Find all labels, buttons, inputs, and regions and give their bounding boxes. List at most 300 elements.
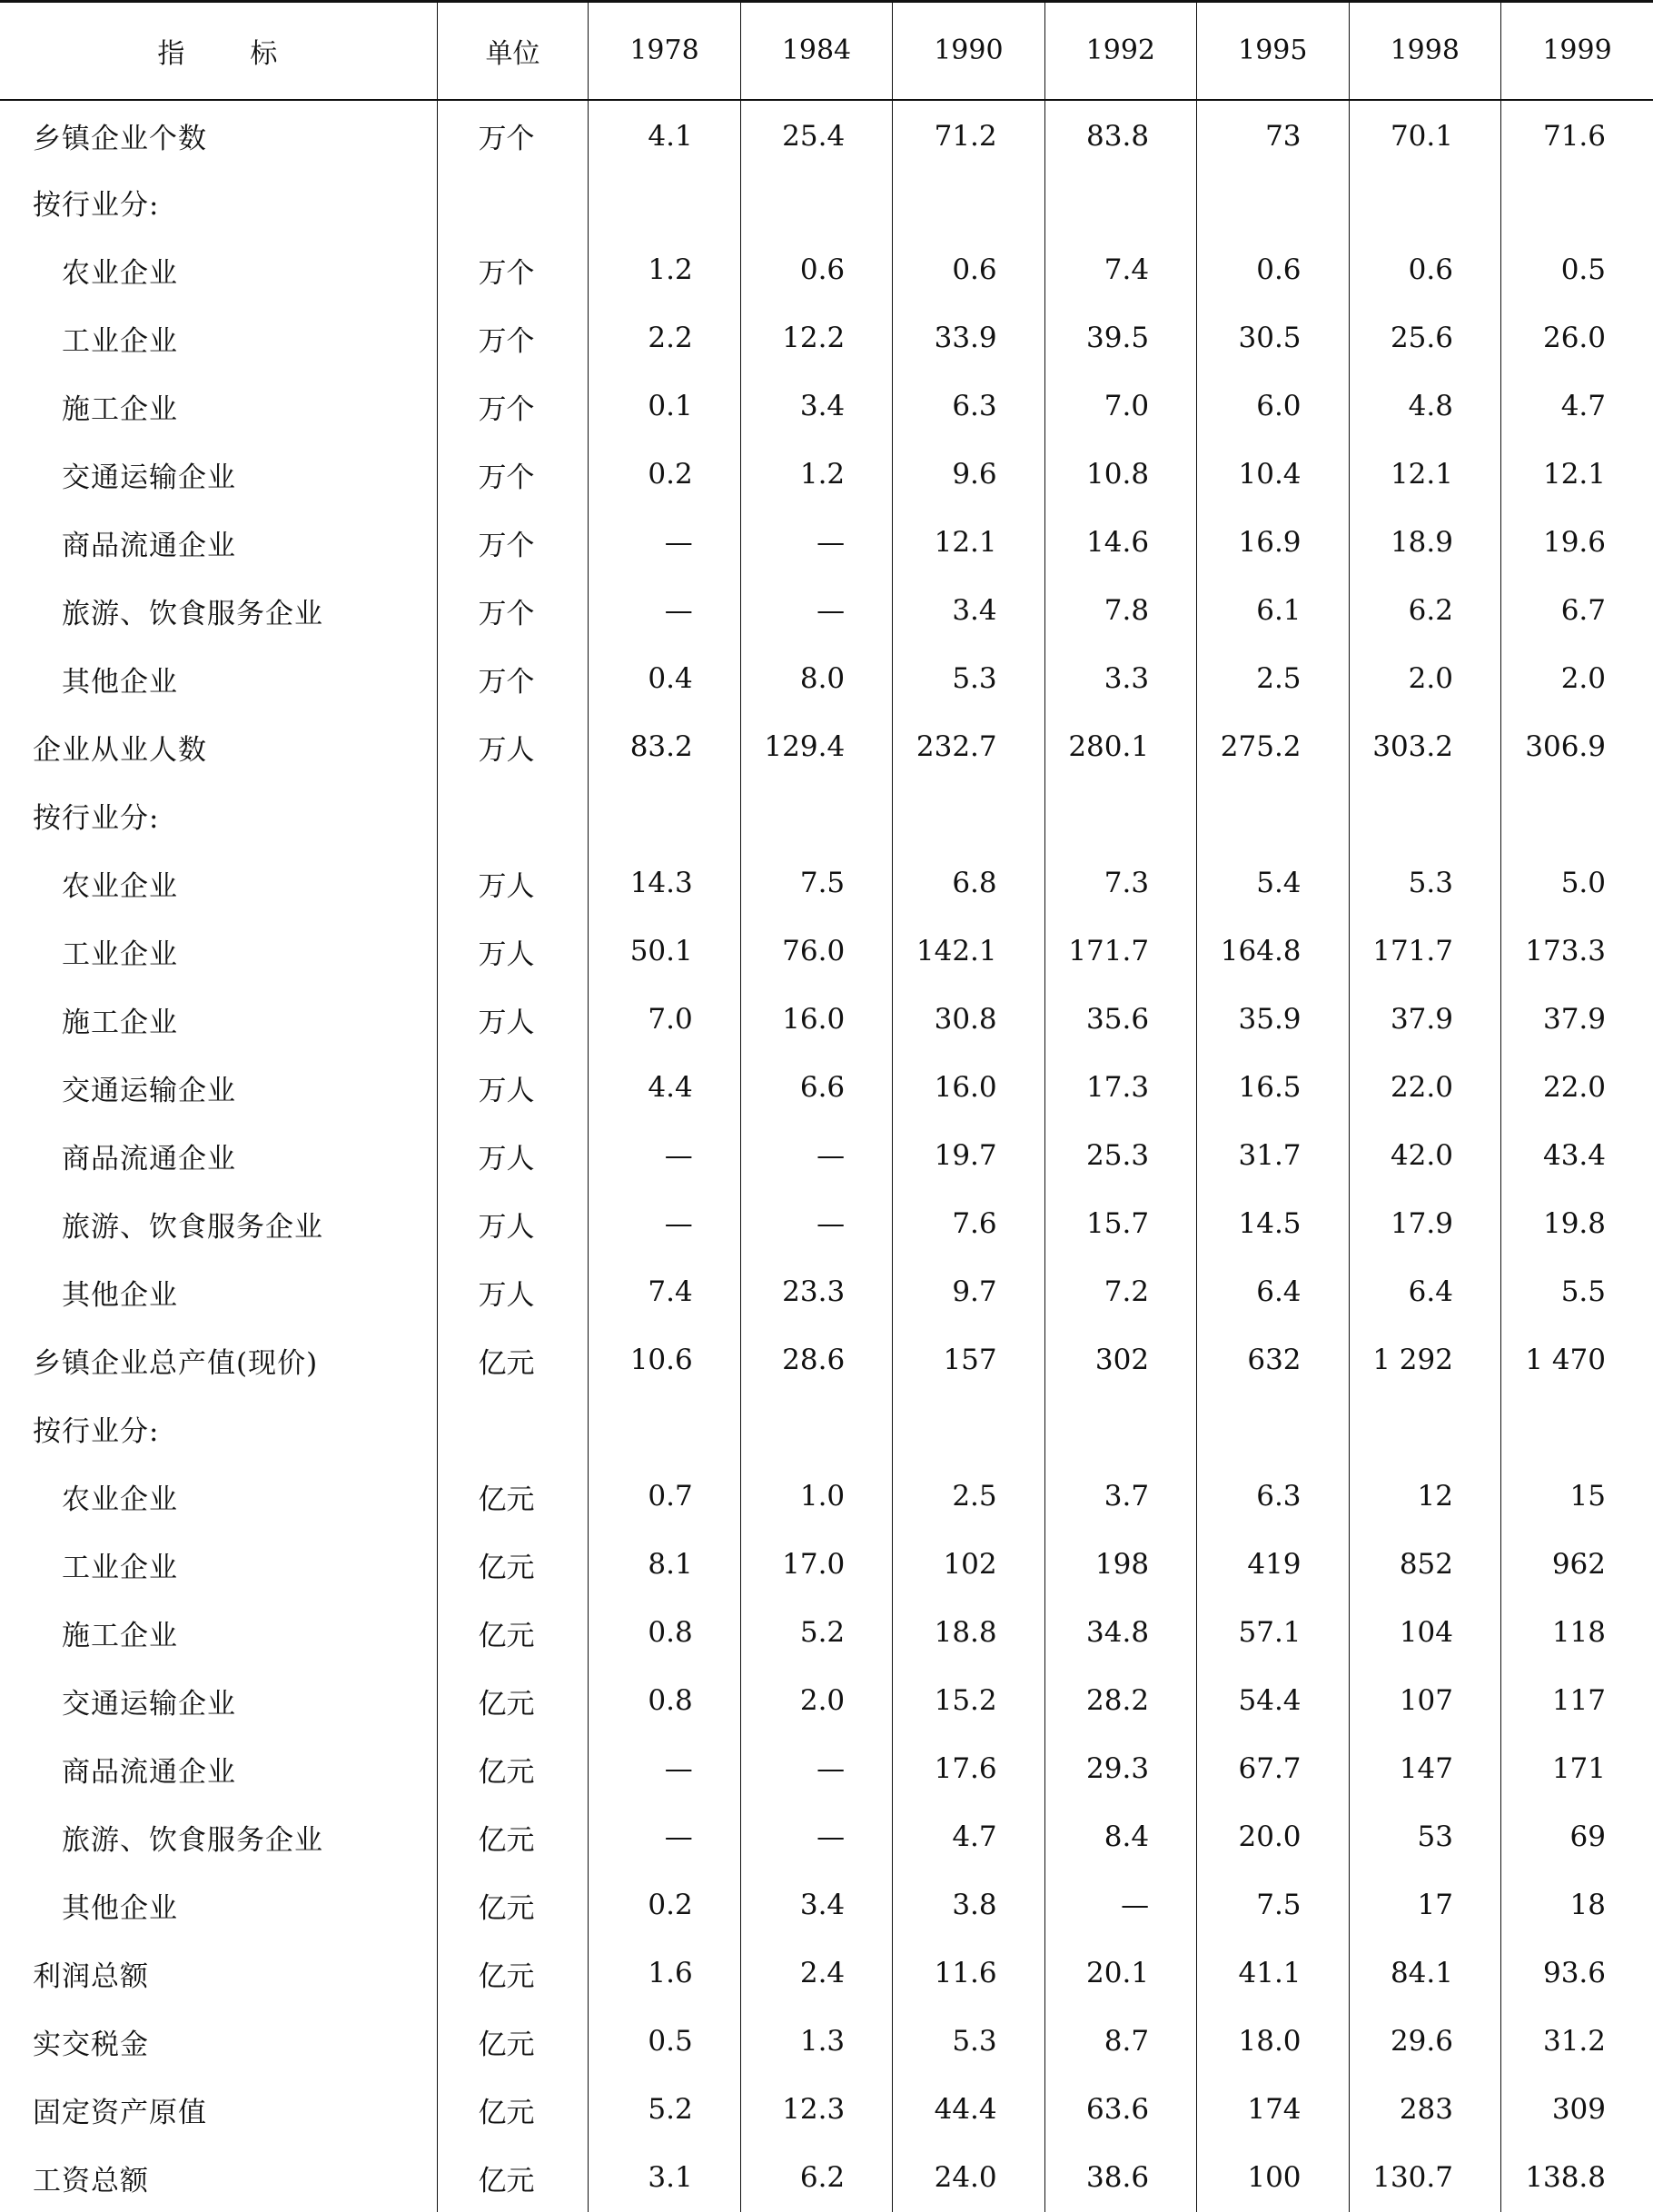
value-cell: 419 (1197, 1531, 1349, 1599)
header-year: 1992 (1044, 2, 1196, 100)
table-row (0, 1599, 1653, 1667)
row-indicator: 按行业分: (33, 188, 160, 222)
table-row (0, 1258, 1653, 1326)
value-cell (1500, 1394, 1653, 1463)
value-cell: 18.8 (893, 1599, 1044, 1667)
value-cell: 7.5 (1197, 1871, 1349, 1939)
value-cell: 23.3 (740, 1258, 892, 1326)
value-cell: 173.3 (1500, 918, 1653, 986)
value-cell: 30.5 (1197, 304, 1349, 372)
value-cell: 18.0 (1197, 2008, 1349, 2076)
value-cell: 1.3 (740, 2008, 892, 2076)
value-cell: 198 (1044, 1531, 1196, 1599)
value-cell (589, 781, 740, 849)
value-cell: 12.3 (740, 2076, 892, 2144)
value-cell: 5.3 (1349, 849, 1500, 918)
value-cell: 31.7 (1197, 1122, 1349, 1190)
value-cell: 5.3 (893, 645, 1044, 713)
header-year: 1995 (1197, 2, 1349, 100)
value-cell: 84.1 (1349, 1939, 1500, 2008)
row-indicator: 旅游、饮食服务企业 (62, 1823, 323, 1857)
value-cell (1500, 781, 1653, 849)
value-cell: 303.2 (1349, 713, 1500, 781)
row-unit: 万人 (437, 713, 588, 781)
value-cell (1197, 168, 1349, 236)
value-cell: — (589, 1803, 740, 1871)
header-row (0, 2, 1653, 100)
row-indicator: 施工企业 (62, 392, 178, 426)
value-cell: 18.9 (1349, 509, 1500, 577)
value-cell: 17.3 (1044, 1054, 1196, 1122)
row-unit: 亿元 (437, 1463, 588, 1531)
value-cell: — (589, 1190, 740, 1258)
value-cell: 14.3 (589, 849, 740, 918)
value-cell: 102 (893, 1531, 1044, 1599)
value-cell: 53 (1349, 1803, 1500, 1871)
value-cell: 3.7 (1044, 1463, 1196, 1531)
value-cell: — (589, 577, 740, 645)
value-cell: 3.4 (893, 577, 1044, 645)
table-row (0, 1735, 1653, 1803)
row-indicator: 商品流通企业 (62, 1142, 236, 1175)
table-row (0, 168, 1653, 236)
value-cell: 171.7 (1349, 918, 1500, 986)
value-cell: 83.2 (589, 713, 740, 781)
value-cell: 42.0 (1349, 1122, 1500, 1190)
value-cell: 1.0 (740, 1463, 892, 1531)
table-row (0, 1871, 1653, 1939)
value-cell: 29.6 (1349, 2008, 1500, 2076)
value-cell: 73 (1197, 100, 1349, 168)
value-cell: 43.4 (1500, 1122, 1653, 1190)
value-cell (740, 781, 892, 849)
value-cell: 7.4 (589, 1258, 740, 1326)
value-cell: 12.1 (1500, 441, 1653, 509)
value-cell: 0.5 (1500, 236, 1653, 304)
value-cell: 16.9 (1197, 509, 1349, 577)
value-cell: 6.0 (1197, 372, 1349, 441)
value-cell: 15.7 (1044, 1190, 1196, 1258)
value-cell: 962 (1500, 1531, 1653, 1599)
value-cell: 30.8 (893, 986, 1044, 1054)
row-indicator: 其他企业 (62, 1891, 178, 1925)
value-cell (1349, 168, 1500, 236)
value-cell: 164.8 (1197, 918, 1349, 986)
value-cell: 306.9 (1500, 713, 1653, 781)
value-cell: 2.2 (589, 304, 740, 372)
value-cell: 17.6 (893, 1735, 1044, 1803)
header-year: 1990 (893, 2, 1044, 100)
value-cell: 44.4 (893, 2076, 1044, 2144)
value-cell: 118 (1500, 1599, 1653, 1667)
table-row (0, 986, 1653, 1054)
value-cell: 28.2 (1044, 1667, 1196, 1735)
value-cell: 57.1 (1197, 1599, 1349, 1667)
value-cell (740, 168, 892, 236)
value-cell: 129.4 (740, 713, 892, 781)
table-row (0, 1463, 1653, 1531)
value-cell: 18 (1500, 1871, 1653, 1939)
value-cell: 14.5 (1197, 1190, 1349, 1258)
row-unit: 万人 (437, 1258, 588, 1326)
row-unit: 亿元 (437, 2076, 588, 2144)
header-indicator-part: 指 (157, 37, 187, 70)
value-cell: 76.0 (740, 918, 892, 986)
row-unit: 亿元 (437, 1599, 588, 1667)
value-cell: 19.6 (1500, 509, 1653, 577)
row-unit (437, 781, 588, 849)
row-indicator: 农业企业 (62, 256, 178, 290)
value-cell: 852 (1349, 1531, 1500, 1599)
table-row (0, 1531, 1653, 1599)
value-cell: 171 (1500, 1735, 1653, 1803)
row-indicator: 乡镇企业个数 (33, 123, 207, 155)
value-cell: 8.0 (740, 645, 892, 713)
value-cell: 28.6 (740, 1326, 892, 1394)
row-indicator: 按行业分: (33, 1414, 160, 1448)
header-year: 1999 (1500, 2, 1653, 100)
value-cell: 0.1 (589, 372, 740, 441)
header-year: 1998 (1349, 2, 1500, 100)
value-cell: 37.9 (1500, 986, 1653, 1054)
value-cell: 12 (1349, 1463, 1500, 1531)
table-row (0, 236, 1653, 304)
table-row (0, 1667, 1653, 1735)
row-unit: 亿元 (437, 1871, 588, 1939)
value-cell: 25.3 (1044, 1122, 1196, 1190)
value-cell: 7.0 (589, 986, 740, 1054)
table-row (0, 1190, 1653, 1258)
row-unit: 亿元 (437, 2144, 588, 2212)
table-body (0, 100, 1653, 2212)
row-indicator: 农业企业 (62, 1483, 178, 1516)
value-cell: 6.2 (740, 2144, 892, 2212)
value-cell: 6.3 (893, 372, 1044, 441)
value-cell (740, 1394, 892, 1463)
row-unit: 万个 (437, 577, 588, 645)
value-cell: 15.2 (893, 1667, 1044, 1735)
table-row (0, 1394, 1653, 1463)
row-unit: 万人 (437, 1190, 588, 1258)
value-cell: 4.8 (1349, 372, 1500, 441)
value-cell: 7.0 (1044, 372, 1196, 441)
header-indicator (0, 2, 437, 100)
row-indicator: 工业企业 (62, 324, 178, 358)
row-indicator: 工业企业 (62, 937, 178, 971)
value-cell: 2.4 (740, 1939, 892, 2008)
table-row (0, 1939, 1653, 2008)
value-cell: — (740, 1190, 892, 1258)
value-cell: 138.8 (1500, 2144, 1653, 2212)
value-cell: 6.8 (893, 849, 1044, 918)
value-cell: 19.7 (893, 1122, 1044, 1190)
row-indicator: 实交税金 (33, 2028, 149, 2061)
value-cell: 2.5 (893, 1463, 1044, 1531)
value-cell: — (740, 1122, 892, 1190)
value-cell: 0.2 (589, 1871, 740, 1939)
value-cell: 9.6 (893, 441, 1044, 509)
row-unit: 亿元 (437, 1326, 588, 1394)
value-cell: 280.1 (1044, 713, 1196, 781)
table-row (0, 713, 1653, 781)
value-cell: 142.1 (893, 918, 1044, 986)
value-cell (1349, 781, 1500, 849)
value-cell: — (740, 1735, 892, 1803)
value-cell: 7.6 (893, 1190, 1044, 1258)
row-unit: 亿元 (437, 1735, 588, 1803)
row-indicator: 商品流通企业 (62, 1755, 236, 1789)
value-cell: 1.6 (589, 1939, 740, 2008)
value-cell: 104 (1349, 1599, 1500, 1667)
row-indicator: 旅游、饮食服务企业 (62, 597, 323, 630)
value-cell: 3.1 (589, 2144, 740, 2212)
value-cell: 26.0 (1500, 304, 1653, 372)
value-cell: 6.7 (1500, 577, 1653, 645)
value-cell: 2.0 (740, 1667, 892, 1735)
value-cell: 16.5 (1197, 1054, 1349, 1122)
value-cell: 31.2 (1500, 2008, 1653, 2076)
table-row (0, 781, 1653, 849)
value-cell: 83.8 (1044, 100, 1196, 168)
value-cell: 9.7 (893, 1258, 1044, 1326)
value-cell: 6.4 (1349, 1258, 1500, 1326)
table-row (0, 1054, 1653, 1122)
row-indicator: 其他企业 (62, 665, 178, 699)
row-unit: 亿元 (437, 2008, 588, 2076)
value-cell: 6.4 (1197, 1258, 1349, 1326)
value-cell: 54.4 (1197, 1667, 1349, 1735)
value-cell: 4.7 (1500, 372, 1653, 441)
row-unit: 万人 (437, 1122, 588, 1190)
header-unit: 单位 (437, 2, 588, 100)
value-cell (1044, 781, 1196, 849)
value-cell: 309 (1500, 2076, 1653, 2144)
value-cell: 34.8 (1044, 1599, 1196, 1667)
table-row (0, 304, 1653, 372)
value-cell (893, 1394, 1044, 1463)
value-cell (1044, 168, 1196, 236)
value-cell: 147 (1349, 1735, 1500, 1803)
row-indicator: 施工企业 (62, 1619, 178, 1652)
value-cell: 15 (1500, 1463, 1653, 1531)
row-unit: 亿元 (437, 1531, 588, 1599)
value-cell: 17.9 (1349, 1190, 1500, 1258)
value-cell: 7.3 (1044, 849, 1196, 918)
value-cell (893, 168, 1044, 236)
row-unit: 万人 (437, 849, 588, 918)
value-cell: 38.6 (1044, 2144, 1196, 2212)
value-cell (893, 781, 1044, 849)
value-cell: 171.7 (1044, 918, 1196, 986)
value-cell: 17.0 (740, 1531, 892, 1599)
value-cell: 0.5 (589, 2008, 740, 2076)
row-indicator: 旅游、饮食服务企业 (62, 1210, 323, 1244)
row-indicator: 工资总额 (33, 2164, 149, 2197)
value-cell: — (740, 1803, 892, 1871)
row-indicator: 利润总额 (33, 1959, 149, 1993)
row-unit: 万个 (437, 645, 588, 713)
value-cell: 11.6 (893, 1939, 1044, 2008)
value-cell: 5.0 (1500, 849, 1653, 918)
value-cell: 2.0 (1349, 645, 1500, 713)
value-cell: 7.8 (1044, 577, 1196, 645)
value-cell: — (1044, 1871, 1196, 1939)
value-cell: 16.0 (893, 1054, 1044, 1122)
table-row (0, 918, 1653, 986)
value-cell: 117 (1500, 1667, 1653, 1735)
row-unit (437, 168, 588, 236)
row-indicator: 工业企业 (62, 1551, 178, 1584)
value-cell: 1 292 (1349, 1326, 1500, 1394)
row-indicator: 农业企业 (62, 869, 178, 903)
value-cell (1349, 1394, 1500, 1463)
value-cell: — (589, 1122, 740, 1190)
value-cell: 2.0 (1500, 645, 1653, 713)
value-cell: 174 (1197, 2076, 1349, 2144)
value-cell: 8.1 (589, 1531, 740, 1599)
value-cell: 63.6 (1044, 2076, 1196, 2144)
value-cell: 632 (1197, 1326, 1349, 1394)
value-cell: 69 (1500, 1803, 1653, 1871)
value-cell: 10.8 (1044, 441, 1196, 509)
value-cell: 2.5 (1197, 645, 1349, 713)
value-cell: 50.1 (589, 918, 740, 986)
value-cell: 1.2 (589, 236, 740, 304)
table-row (0, 849, 1653, 918)
value-cell: 71.6 (1500, 100, 1653, 168)
table-row (0, 577, 1653, 645)
row-unit: 万个 (437, 236, 588, 304)
row-unit: 万人 (437, 986, 588, 1054)
value-cell: 67.7 (1197, 1735, 1349, 1803)
value-cell: 12.1 (893, 509, 1044, 577)
row-indicator: 交通运输企业 (62, 1687, 236, 1721)
value-cell: 20.1 (1044, 1939, 1196, 2008)
value-cell: 29.3 (1044, 1735, 1196, 1803)
table-row (0, 2008, 1653, 2076)
value-cell: 0.8 (589, 1599, 740, 1667)
value-cell: 0.8 (589, 1667, 740, 1735)
value-cell: 20.0 (1197, 1803, 1349, 1871)
row-indicator: 其他企业 (62, 1278, 178, 1312)
value-cell: 1 470 (1500, 1326, 1653, 1394)
value-cell: 5.5 (1500, 1258, 1653, 1326)
value-cell: 0.2 (589, 441, 740, 509)
value-cell: 5.4 (1197, 849, 1349, 918)
value-cell: 35.6 (1044, 986, 1196, 1054)
value-cell: 37.9 (1349, 986, 1500, 1054)
table-row (0, 100, 1653, 168)
row-unit: 亿元 (437, 1939, 588, 2008)
value-cell: 232.7 (893, 713, 1044, 781)
value-cell: 70.1 (1349, 100, 1500, 168)
value-cell: 107 (1349, 1667, 1500, 1735)
value-cell: 0.6 (1197, 236, 1349, 304)
header-year: 1978 (589, 2, 740, 100)
table-row (0, 509, 1653, 577)
value-cell: 25.4 (740, 100, 892, 168)
value-cell: 302 (1044, 1326, 1196, 1394)
value-cell: 0.6 (1349, 236, 1500, 304)
row-unit: 万个 (437, 304, 588, 372)
row-unit: 万个 (437, 100, 588, 168)
value-cell: 6.1 (1197, 577, 1349, 645)
header-indicator-part: 标 (250, 37, 280, 70)
table-row (0, 2076, 1653, 2144)
value-cell (1044, 1394, 1196, 1463)
value-cell: 8.4 (1044, 1803, 1196, 1871)
value-cell: 5.2 (589, 2076, 740, 2144)
value-cell: — (589, 1735, 740, 1803)
value-cell: 6.6 (740, 1054, 892, 1122)
value-cell: 275.2 (1197, 713, 1349, 781)
value-cell: 7.2 (1044, 1258, 1196, 1326)
value-cell: 93.6 (1500, 1939, 1653, 2008)
value-cell: 12.1 (1349, 441, 1500, 509)
value-cell: 24.0 (893, 2144, 1044, 2212)
value-cell: 10.4 (1197, 441, 1349, 509)
table-row (0, 1803, 1653, 1871)
row-unit: 万个 (437, 509, 588, 577)
value-cell: 3.4 (740, 372, 892, 441)
value-cell: 7.5 (740, 849, 892, 918)
value-cell: 16.0 (740, 986, 892, 1054)
value-cell: 14.6 (1044, 509, 1196, 577)
value-cell: 4.1 (589, 100, 740, 168)
value-cell: 100 (1197, 2144, 1349, 2212)
value-cell (1197, 1394, 1349, 1463)
value-cell: 3.3 (1044, 645, 1196, 713)
table-row (0, 441, 1653, 509)
value-cell: 157 (893, 1326, 1044, 1394)
row-indicator: 企业从业人数 (33, 733, 207, 767)
row-indicator: 交通运输企业 (62, 461, 236, 494)
value-cell: 12.2 (740, 304, 892, 372)
value-cell: 39.5 (1044, 304, 1196, 372)
row-indicator: 固定资产原值 (33, 2096, 207, 2129)
value-cell: 0.6 (893, 236, 1044, 304)
value-cell: 283 (1349, 2076, 1500, 2144)
row-indicator: 交通运输企业 (62, 1074, 236, 1107)
row-unit: 万个 (437, 372, 588, 441)
value-cell: 0.7 (589, 1463, 740, 1531)
value-cell: 10.6 (589, 1326, 740, 1394)
value-cell: — (740, 577, 892, 645)
value-cell: 22.0 (1500, 1054, 1653, 1122)
row-unit: 万个 (437, 441, 588, 509)
table-row (0, 2144, 1653, 2212)
value-cell: 8.7 (1044, 2008, 1196, 2076)
value-cell (1197, 781, 1349, 849)
table-header (0, 2, 1653, 100)
value-cell: 0.6 (740, 236, 892, 304)
value-cell: 41.1 (1197, 1939, 1349, 2008)
table-row (0, 372, 1653, 441)
value-cell: 4.4 (589, 1054, 740, 1122)
row-indicator: 乡镇企业总产值(现价) (33, 1346, 319, 1380)
table-row (0, 1122, 1653, 1190)
row-unit: 万人 (437, 918, 588, 986)
value-cell: 35.9 (1197, 986, 1349, 1054)
table-row (0, 645, 1653, 713)
value-cell: 1.2 (740, 441, 892, 509)
row-indicator: 商品流通企业 (62, 529, 236, 562)
value-cell: 25.6 (1349, 304, 1500, 372)
value-cell: 5.3 (893, 2008, 1044, 2076)
value-cell: 19.8 (1500, 1190, 1653, 1258)
value-cell (589, 168, 740, 236)
value-cell: 3.4 (740, 1871, 892, 1939)
